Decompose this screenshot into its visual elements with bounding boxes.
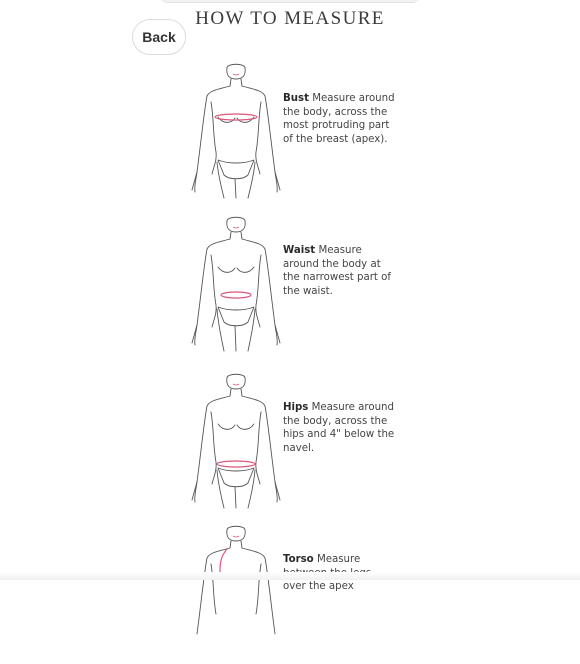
waist-measure-line (221, 292, 251, 298)
bottom-shade (0, 572, 580, 580)
bust-text: Measure around the body, across the most protruding part of the breast (apex). (283, 93, 395, 145)
waist-text: Measure around the body at the narrowest part of the waist. (283, 245, 391, 297)
waist-figure-illustration (188, 215, 284, 355)
torso-heading: Torso (283, 554, 314, 565)
hips-description (283, 401, 395, 455)
torso-figure-illustration (188, 524, 284, 664)
waist-heading: Waist (283, 245, 316, 256)
hips-measure-line (217, 461, 255, 467)
bust-heading: Bust (283, 93, 309, 104)
back-button[interactable]: Back (132, 19, 186, 55)
bust-measure-line (215, 114, 257, 120)
hips-heading: Hips (283, 402, 309, 413)
waist-description (283, 244, 395, 298)
torso-text: Measure over the apex (283, 554, 361, 593)
page-title: HOW TO MEASURE (195, 8, 385, 29)
bust-figure-illustration (188, 62, 284, 202)
bust-description (283, 92, 395, 146)
top-edge (160, 0, 420, 3)
hips-text: Measure around the body, across the hips and 4" below the navel. (283, 402, 395, 454)
hips-figure-illustration (188, 372, 284, 512)
